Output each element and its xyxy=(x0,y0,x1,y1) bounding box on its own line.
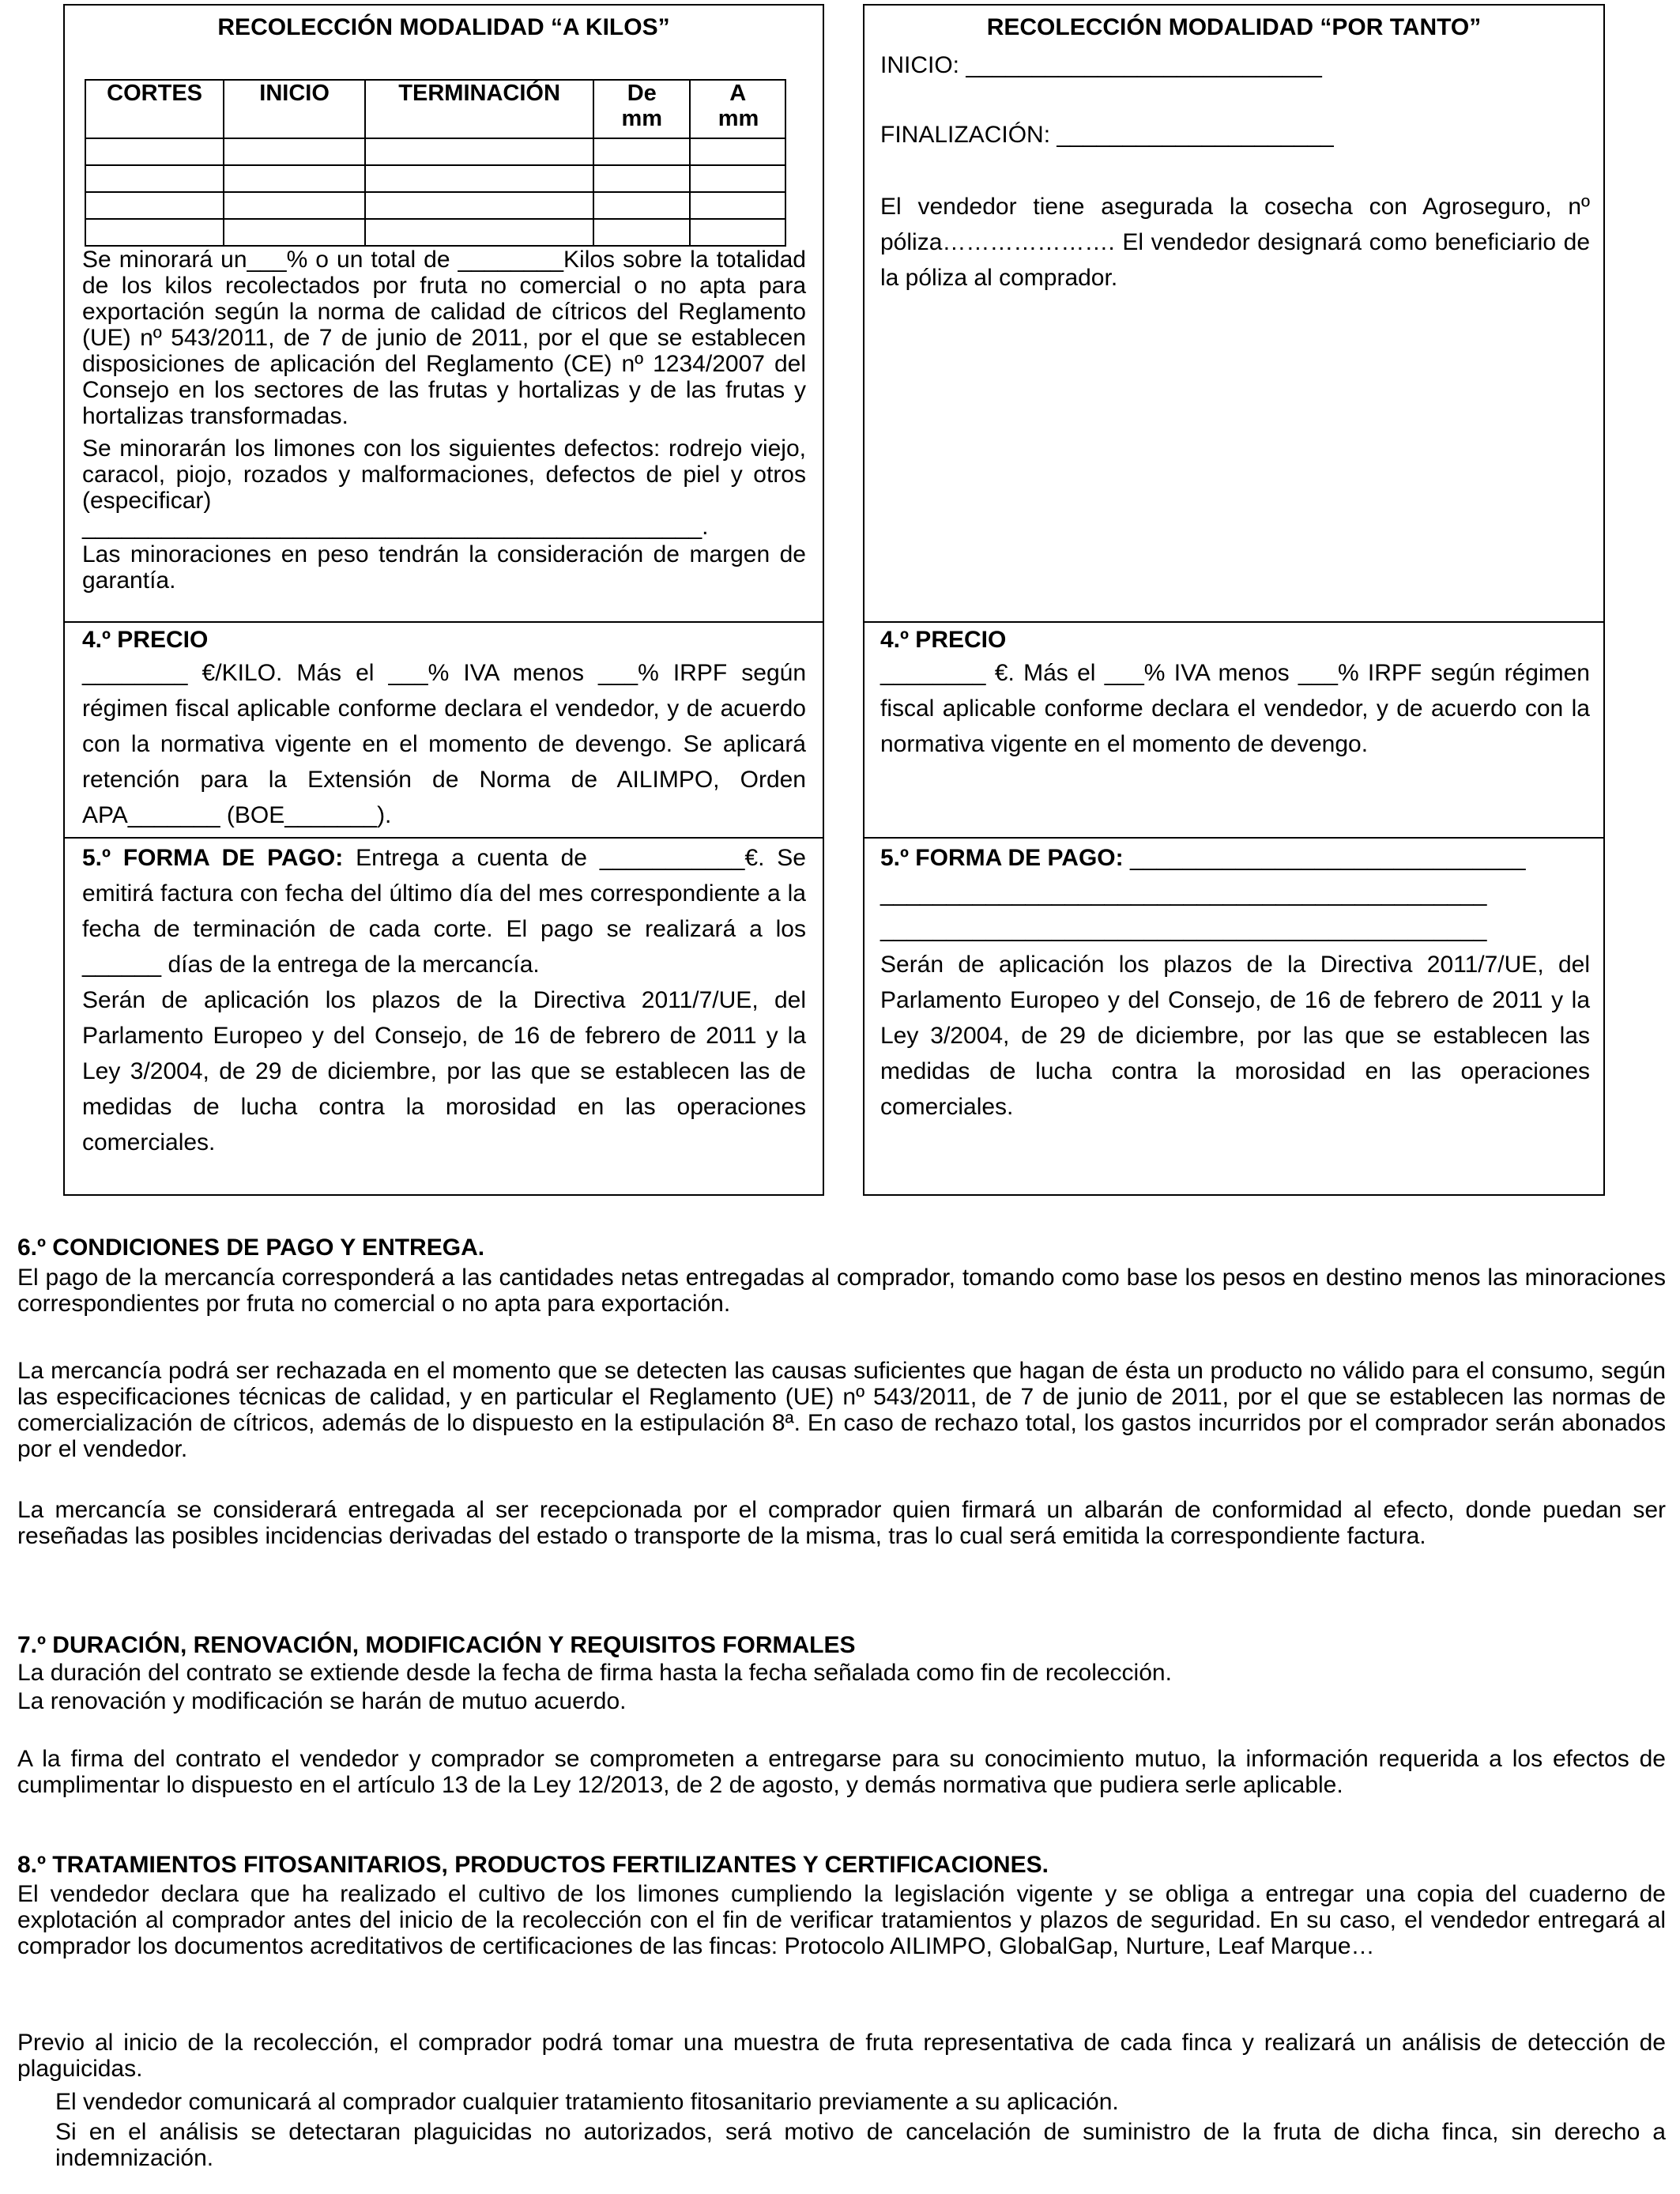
table-cell[interactable] xyxy=(224,219,365,246)
divider xyxy=(864,621,1603,623)
section-8-p3: El vendedor comunicará al comprador cualquier tratamiento fitosanitario previamente a su aplicación. xyxy=(55,2089,1119,2115)
forma-pago-blank-2[interactable]: ______________________________________________ xyxy=(880,880,1487,907)
precio-text: ________ €/KILO. Más el ___% IVA menos ___% IRPF según régimen fiscal aplicable conforme declara el vendedor, y de acuerdo con la normativa vigente en el momento de devengo. Se aplicará retención para la Extensión de Norma de AILIMPO, Orden APA_______ (BOE_______). xyxy=(82,660,806,828)
table-cell[interactable] xyxy=(85,219,224,246)
table-row[interactable] xyxy=(85,165,785,192)
precio-title: 4.º PRECIO xyxy=(82,627,209,653)
a-kilos-title: RECOLECCIÓN MODALIDAD “A KILOS” xyxy=(217,14,670,40)
table-cell[interactable] xyxy=(224,165,365,192)
minoracion-text: Se minorará un___% o un total de ________Kilos sobre la totalidad de los kilos recolectados por fruta no comercial o no apta para exportación según la norma de calidad de cítricos del Reglamento (UE) nº 543/2011, de 7 de junio de 2011, por el que se establecen disposiciones de aplicación del Reglamento (CE) nº 1234/2007 del Consejo en los sectores de las frutas y hortalizas y de las frutas y hortalizas transformadas. xyxy=(82,247,806,429)
section-8-p4: Si en el análisis se detectaran plaguicidas no autorizados, será motivo de cancelación de suministro de la fruta de dicha finca, sin derecho a indemnización. xyxy=(55,2119,1666,2171)
table-cell[interactable] xyxy=(365,192,593,219)
section-6-p1: El pago de la mercancía corresponderá a las cantidades netas entregadas al comprador, tomando como base los pesos en destino menos las minoraciones correspondientes por fruta no comercial o no apta para exportación. xyxy=(17,1265,1666,1317)
forma-pago-title: 5.º FORMA DE PAGO: xyxy=(82,845,344,871)
section-7-p3: A la firma del contrato el vendedor y comprador se comprometen a entregarse para su conocimiento mutuo, la información requerida a los efectos de cumplimentar lo dispuesto en el artículo 13 de la Ley 12/2013, de 2 de agosto, y demás normativa que pudiera serle aplicable. xyxy=(17,1746,1666,1798)
col-cortes: CORTES xyxy=(85,80,224,138)
table-cell[interactable] xyxy=(593,138,690,165)
table-cell[interactable] xyxy=(365,165,593,192)
section-8-p2: Previo al inicio de la recolección, el comprador podrá tomar una muestra de fruta representativa de cada finca y realizará un análisis de detección de plaguicidas. xyxy=(17,2030,1666,2082)
col-a-mm xyxy=(690,80,785,138)
table-row[interactable] xyxy=(85,219,785,246)
section-6-p3: La mercancía se considerará entregada al ser recepcionada por el comprador quien firmará un albarán de conformidad al efecto, donde puedan ser reseñadas las posibles incidencias derivadas del estado o transporte de la misma, tras lo cual será emitida la correspondiente factura. xyxy=(17,1497,1666,1549)
section-7-p2: La renovación y modificación se harán de mutuo acuerdo. xyxy=(17,1688,627,1714)
col-inicio: INICIO xyxy=(224,80,365,138)
table-cell[interactable] xyxy=(85,192,224,219)
forma-pago-blank-1[interactable]: ______________________________ xyxy=(1123,845,1526,871)
table-row[interactable] xyxy=(85,192,785,219)
precio-block-right xyxy=(880,625,1590,762)
directiva-text: Serán de aplicación los plazos de la Directiva 2011/7/UE, del Parlamento Europeo y del Consejo, de 16 de febrero de 2011 y la Ley 3/2004, de 29 de diciembre, por las que se establecen las de medidas de lucha contra la morosidad en las operaciones comerciales. xyxy=(82,987,806,1155)
col-de-mm-label: De mm xyxy=(621,81,663,131)
inicio-field[interactable]: INICIO: ___________________________ xyxy=(880,52,1322,78)
cortes-header-row xyxy=(85,80,785,138)
forma-pago-block-right xyxy=(880,840,1590,1125)
forma-pago-text xyxy=(82,840,806,982)
forma-pago-body: Entrega a cuenta de ___________€. Se emitirá factura con fecha del último día del mes correspondiente a la fecha de terminación de cada corte. El pago se realizará a los ______ días de la entrega de la mercancía. xyxy=(82,845,806,978)
precio-text-right: ________ €. Más el ___% IVA menos ___% IRPF según régimen fiscal aplicable conforme declara el vendedor, y de acuerdo con la normativa vigente en el momento de devengo. xyxy=(880,660,1590,757)
agroseguro-text: El vendedor tiene asegurada la cosecha con Agroseguro, nº póliza…………………. El vendedor designará como beneficiario de la póliza al comprador. xyxy=(880,194,1590,291)
section-6-title: 6.º CONDICIONES DE PAGO Y ENTREGA. xyxy=(17,1235,485,1261)
section-7-p1: La duración del contrato se extiende desde la fecha de firma hasta la fecha señalada como fin de recolección. xyxy=(17,1660,1172,1686)
table-row[interactable] xyxy=(85,138,785,165)
section-8-p1: El vendedor declara que ha realizado el cultivo de los limones cumpliendo la legislación vigente y se obliga a entregar una copia del cuaderno de explotación al comprador antes del inicio de la recolección con el fin de verificar tratamientos y plazos de seguridad. En su caso, el vendedor entregará al comprador los documentos acreditativos de certificaciones de las fincas: Protocolo AILIMPO, GlobalGap, Nurture, Leaf Marque… xyxy=(17,1881,1666,1959)
divider xyxy=(864,837,1603,839)
table-cell[interactable] xyxy=(690,219,785,246)
forma-pago-blank-3[interactable]: ______________________________________________ xyxy=(880,916,1487,942)
table-cell[interactable] xyxy=(593,165,690,192)
col-terminacion: TERMINACIÓN xyxy=(365,80,593,138)
por-tanto-box xyxy=(863,4,1605,1196)
table-cell[interactable] xyxy=(593,219,690,246)
table-cell[interactable] xyxy=(690,165,785,192)
precio-title-right: 4.º PRECIO xyxy=(880,627,1007,653)
margen-garantia-text: Las minoraciones en peso tendrán la consideración de margen de garantía. xyxy=(82,541,806,594)
divider xyxy=(65,621,823,623)
table-cell[interactable] xyxy=(690,138,785,165)
por-tanto-title: RECOLECCIÓN MODALIDAD “POR TANTO” xyxy=(986,14,1482,40)
section-6-p2: La mercancía podrá ser rechazada en el momento que se detecten las causas suficientes que hagan de ésta un producto no válido para el consumo, según las especificaciones técnicas de calidad, y en particular el Reglamento (UE) nº 543/2011, de 7 de junio de 2011, por el que se establecen las normas de comercialización de cítricos, además de lo dispuesto en la estipulación 8ª. En caso de rechazo total, los gastos incurridos por el comprador serán abonados por el vendedor. xyxy=(17,1358,1666,1462)
defectos-text: Se minorarán los limones con los siguientes defectos: rodrejo viejo, caracol, piojo, rozados y malformaciones, defectos de piel y otros (especificar) xyxy=(82,435,806,514)
cortes-table xyxy=(85,79,786,247)
table-cell[interactable] xyxy=(365,138,593,165)
precio-block xyxy=(82,625,806,833)
a-kilos-box xyxy=(63,4,824,1196)
defectos-blank-line[interactable]: _______________________________________________. xyxy=(82,514,709,540)
finalizacion-field[interactable]: FINALIZACIÓN: _____________________ xyxy=(880,122,1334,148)
table-cell[interactable] xyxy=(85,138,224,165)
table-cell[interactable] xyxy=(224,192,365,219)
directiva-text-right: Serán de aplicación los plazos de la Directiva 2011/7/UE, del Parlamento Europeo y del Consejo, de 16 de febrero de 2011 y la Ley 3/2004, de 29 de diciembre, por las que se establecen las medidas de lucha contra la morosidad en las operaciones comerciales. xyxy=(880,952,1590,1120)
divider xyxy=(65,837,823,839)
forma-pago-line[interactable] xyxy=(880,840,1590,876)
table-cell[interactable] xyxy=(593,192,690,219)
table-cell[interactable] xyxy=(224,138,365,165)
table-cell[interactable] xyxy=(365,219,593,246)
minoracion-block xyxy=(82,247,806,594)
section-8-title: 8.º TRATAMIENTOS FITOSANITARIOS, PRODUCTOS FERTILIZANTES Y CERTIFICACIONES. xyxy=(17,1852,1049,1878)
forma-pago-title-right: 5.º FORMA DE PAGO: xyxy=(880,845,1124,871)
col-a-mm-label: A mm xyxy=(718,81,759,131)
table-cell[interactable] xyxy=(690,192,785,219)
section-7-title: 7.º DURACIÓN, RENOVACIÓN, MODIFICACIÓN Y REQUISITOS FORMALES xyxy=(17,1632,856,1658)
forma-pago-block xyxy=(82,840,806,1160)
col-de-mm xyxy=(593,80,690,138)
table-cell[interactable] xyxy=(85,165,224,192)
